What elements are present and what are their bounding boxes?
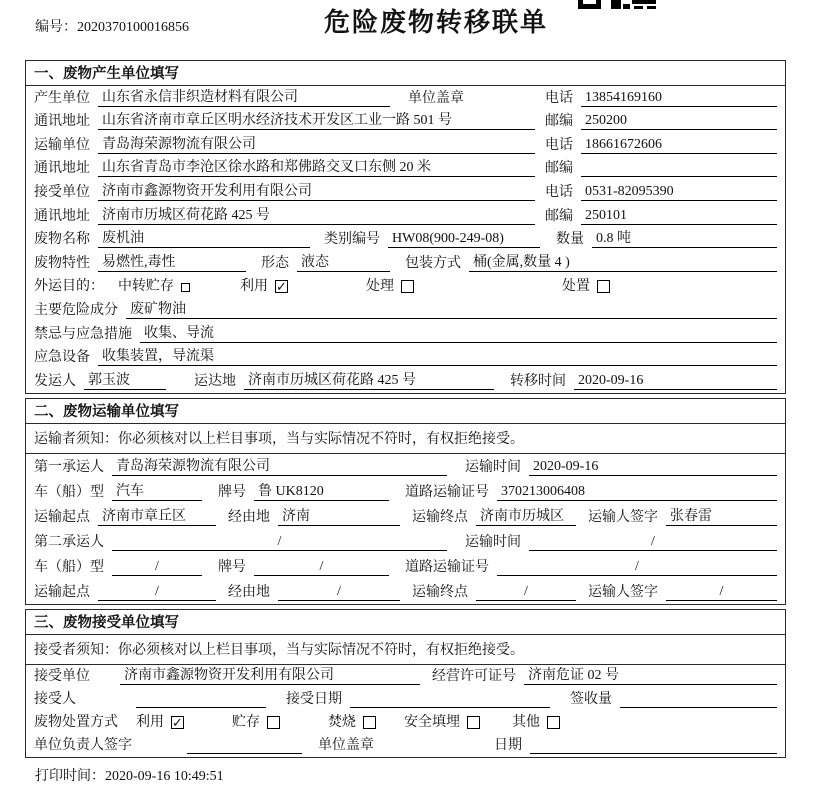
plate-number-label: 牌号 [218,559,246,575]
transport-time-label: 运输时间 [465,534,521,550]
producer-zip-value: 250200 [581,113,777,130]
checkbox-disposal-store[interactable] [267,716,280,729]
disposal-method-label: 废物处置方式 [34,714,118,730]
emergency-equipment-label: 应急设备 [34,350,90,366]
license-number-value: 济南危证 02 号 [524,664,777,685]
option-transfer-storage-label: 中转贮存 [118,279,174,295]
terminus-label: 运输终点 [412,509,468,525]
characteristics-value: 易燃性,毒性 [98,251,246,272]
zip-label: 邮编 [545,161,573,177]
accepting-unit-value: 济南市鑫源物资开发利用有限公司 [120,664,420,685]
second-vehicle-type-value: / [112,559,202,576]
zip-label: 邮编 [545,114,573,130]
row-hazard-components [26,298,785,322]
carrier-signature-label: 运输人签字 [588,584,658,600]
received-amount-label: 签收量 [570,691,612,707]
first-vehicle-type-value: 汽车 [112,480,202,501]
via-label: 经由地 [228,509,270,525]
destination-label: 运达地 [194,373,236,389]
purpose-label: 外运目的： [34,279,104,295]
checkbox-disposal-incinerate[interactable] [363,716,376,729]
checkbox-disposal-landfill[interactable] [467,716,480,729]
checkbox-disposal-other[interactable] [547,716,560,729]
road-permit-label: 道路运输证号 [405,559,489,575]
unit-seal-label: 单位盖章 [408,90,464,106]
receiver-unit-label: 接受单位 [34,184,90,200]
via-label: 经由地 [228,584,270,600]
option-other-label: 其他 [512,714,540,730]
row-first-vehicle [26,479,785,504]
received-amount-value [620,691,777,708]
phone-label: 电话 [545,90,573,106]
second-transport-time-value: / [529,534,777,551]
vehicle-type-label: 车（船）型 [34,484,104,500]
first-via-value: 济南 [278,505,400,526]
row-transfer-purpose [26,275,785,299]
producer-unit-value: 山东省永信非织造材料有限公司 [98,86,390,107]
row-transporter-unit [26,133,785,157]
second-carrier-label: 第二承运人 [34,534,104,550]
row-waste-name [26,228,785,252]
first-plate-number-value: 鲁 UK8120 [254,480,389,501]
contraindications-label: 禁忌与应急措施 [34,326,132,342]
accept-date-label: 接受日期 [286,691,342,707]
checkbox-transfer-storage[interactable] [181,283,190,292]
packaging-value: 桶(金属,数量 4 ) [469,251,777,272]
option-landfill-label: 安全填埋 [404,714,460,730]
first-carrier-value: 青岛海荣源物流有限公司 [112,455,447,476]
document-header [0,0,796,60]
destination-value: 济南市历城区荷花路 425 号 [244,369,494,390]
row-transporter-address [26,157,785,181]
option-dispose-label: 处置 [562,279,590,295]
license-number-label: 经营许可证号 [432,668,516,684]
row-first-route [26,504,785,529]
transporter-unit-label: 运输单位 [34,137,90,153]
date-value [530,737,777,754]
section-producer-header: 一、废物产生单位填写 [26,61,785,86]
row-second-route [26,579,785,604]
origin-label: 运输起点 [34,509,90,525]
producer-address-value: 山东省济南市章丘区明水经济技术开发区工业一路 501 号 [98,109,535,130]
section-receiver-header: 三、废物接受单位填写 [26,610,785,635]
option-utilize-label: 利用 [240,279,268,295]
origin-label: 运输起点 [34,584,90,600]
accept-date-value [350,691,550,708]
phone-label: 电话 [545,137,573,153]
first-carrier-label: 第一承运人 [34,459,104,475]
emergency-equipment-value: 收集装置，导流渠 [98,345,777,366]
transfer-time-label: 转移时间 [510,373,566,389]
packaging-label: 包装方式 [405,255,461,271]
second-terminus-value: / [476,584,576,601]
row-emergency-equipment [26,346,785,370]
shipper-label: 发运人 [34,373,76,389]
row-disposal-method [26,711,785,734]
print-time-value: 2020-09-16 10:49:51 [105,768,224,784]
acceptor-value [136,691,266,708]
category-code-label: 类别编号 [324,232,380,248]
row-shipper [26,369,785,393]
print-time [35,765,796,785]
transporter-zip-value [581,160,777,177]
row-accepting-unit [26,665,785,688]
row-second-vehicle [26,554,785,579]
form-label: 形态 [261,255,289,271]
row-producer-unit [26,86,785,110]
row-receiver-unit [26,180,785,204]
document-number-label: 编号： [35,20,77,35]
qr-code-fragment [578,0,658,10]
waste-name-value: 废机油 [98,227,310,248]
date-label: 日期 [494,737,522,753]
receiver-address-value: 济南市历城区荷花路 425 号 [98,204,535,225]
first-terminus-value: 济南市历城区 [476,505,576,526]
characteristics-label: 废物特性 [34,255,90,271]
first-origin-value: 济南市章丘区 [98,505,216,526]
row-receiver-address [26,204,785,228]
transporter-phone-value: 18661672606 [581,137,777,154]
carrier-signature-label: 运输人签字 [588,509,658,525]
second-carrier-value: / [112,534,447,551]
option-store-label: 贮存 [232,714,260,730]
section-producer [25,60,786,394]
print-time-label: 打印时间： [35,768,105,784]
waste-name-label: 废物名称 [34,232,90,248]
transport-time-label: 运输时间 [465,459,521,475]
second-carrier-signature-value: / [666,584,777,601]
first-transport-time-value: 2020-09-16 [529,459,777,476]
transporter-address-value: 山东省青岛市李沧区徐水路和郑佛路交叉口东侧 20 米 [98,156,535,177]
second-road-permit-value: / [497,559,777,576]
transporter-unit-value: 青岛海荣源物流有限公司 [98,133,535,154]
section-transporter [25,398,786,605]
plate-number-label: 牌号 [218,484,246,500]
second-plate-number-value: / [254,559,389,576]
row-acceptor [26,688,785,711]
shipper-value: 郭玉波 [84,369,166,390]
quantity-value: 0.8 吨 [592,227,777,248]
receiver-phone-value: 0531-82095390 [581,184,777,201]
responsible-signature-value [187,737,302,754]
checkbox-disposal-utilize[interactable]: ✓ [172,714,183,730]
row-producer-address [26,110,785,134]
receiver-zip-value: 250101 [581,208,777,225]
checkbox-dispose[interactable] [597,280,610,293]
document-number-value: 2020370100016856 [77,20,189,35]
contraindications-value: 收集、导流 [140,322,777,343]
checkbox-treat[interactable] [401,280,414,293]
accepting-unit-label: 接受单位 [34,668,90,684]
transfer-time-value: 2020-09-16 [574,373,777,390]
option-utilize-label: 利用 [136,714,164,730]
row-responsible-signature [26,734,785,757]
row-first-carrier [26,454,785,479]
quantity-label: 数量 [556,232,584,248]
second-via-value: / [278,584,400,601]
section-receiver [25,609,786,758]
category-code-value: HW08(900-249-08) [388,231,540,248]
first-road-permit-value: 370213006408 [497,484,777,501]
unit-seal-label: 单位盖章 [318,737,374,753]
section-transporter-header: 二、废物运输单位填写 [26,399,785,424]
vehicle-type-label: 车（船）型 [34,559,104,575]
row-contraindications [26,322,785,346]
address-label: 通讯地址 [34,208,90,224]
row-waste-characteristics [26,251,785,275]
road-permit-label: 道路运输证号 [405,484,489,500]
first-carrier-signature-value: 张春雷 [666,505,777,526]
phone-label: 电话 [545,184,573,200]
receiver-notice: 接受者须知：你必须核对以上栏目事项，当与实际情况不符时，有权拒绝接受。 [26,635,785,665]
terminus-label: 运输终点 [412,584,468,600]
transporter-notice: 运输者须知：你必须核对以上栏目事项，当与实际情况不符时，有权拒绝接受。 [26,424,785,454]
checkbox-utilize[interactable]: ✓ [276,279,287,295]
acceptor-label: 接受人 [34,691,76,707]
producer-phone-value: 13854169160 [581,90,777,107]
address-label: 通讯地址 [34,114,90,130]
producer-unit-label: 产生单位 [34,90,90,106]
page-title: 危险废物转移联单 [323,7,548,37]
responsible-signature-label: 单位负责人签字 [34,737,132,753]
address-label: 通讯地址 [34,161,90,177]
hazard-components-label: 主要危险成分 [34,302,118,318]
zip-label: 邮编 [545,208,573,224]
hazard-components-value: 废矿物油 [126,298,777,319]
form-value: 液态 [297,251,390,272]
option-treat-label: 处理 [366,279,394,295]
row-second-carrier [26,529,785,554]
option-incinerate-label: 焚烧 [328,714,356,730]
second-origin-value: / [98,584,216,601]
receiver-unit-value: 济南市鑫源物资开发利用有限公司 [98,180,535,201]
